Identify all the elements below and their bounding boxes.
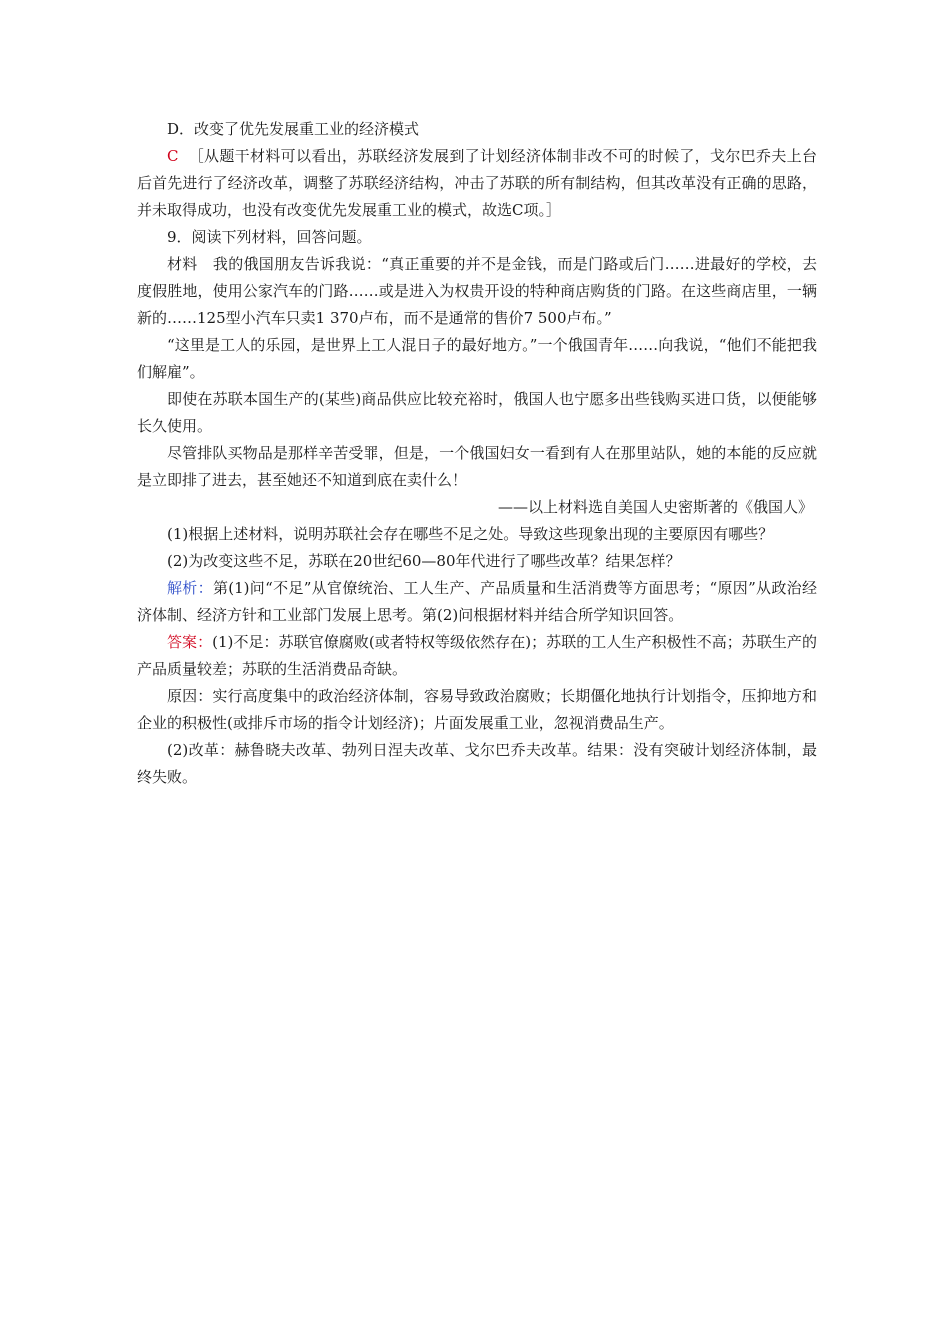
q8-answer-explanation: [137, 143, 817, 224]
material-paragraph-1: 材料 我的俄国朋友告诉我说：“真正重要的并不是金钱，而是门路或后门……进最好的学校，去度假胜地，使用公家汽车的门路……或是进入为权贵开设的特种商店购货的门路。在这些商店里，一辆新的……125型小汽车只卖1 370卢布，而不是通常的售价7 500卢布。”: [137, 255, 817, 327]
answer-reason-paragraph: 原因：实行高度集中的政治经济体制，容易导致政治腐败；长期僵化地执行计划指令，压抑地方和企业的积极性(或排斥市场的指令计划经济)；片面发展重工业，忽视消费品生产。: [137, 687, 817, 732]
answer-paragraph-2: (2)改革：赫鲁晓夫改革、勃列日涅夫改革、戈尔巴乔夫改革。结果：没有突破计划经济体制，最终失败。: [137, 741, 817, 786]
material-paragraph-4: 尽管排队买物品是那样辛苦受罪，但是，一个俄国妇女一看到有人在那里站队，她的本能的反应就是立即排了进去，甚至她还不知道到底在卖什么！: [137, 444, 817, 489]
question-9-stem: 9．阅读下列材料，回答问题。: [167, 228, 372, 246]
analysis-paragraph: [137, 575, 817, 629]
answer-paragraph-1: [137, 629, 817, 683]
answer-letter: C: [167, 147, 179, 165]
sub-question-2: (2)为改变这些不足，苏联在20世纪60—80年代进行了哪些改革？结果怎样？: [167, 552, 681, 570]
analysis-text: 第(1)问“不足”从官僚统治、工人生产、产品质量和生活消费等方面思考；“原因”从政治经济体制、经济方针和工业部门发展上思考。第(2)问根据材料并结合所学知识回答。: [137, 579, 817, 624]
material-paragraph-3: 即使在苏联本国生产的(某些)商品供应比较充裕时，俄国人也宁愿多出些钱购买进口货，以便能够长久使用。: [137, 390, 817, 435]
sub-question-1: (1)根据上述材料，说明苏联社会存在哪些不足之处。导致这些现象出现的主要原因有哪些？: [167, 525, 774, 543]
option-d: D．改变了优先发展重工业的经济模式: [167, 120, 420, 138]
answer-label: 答案：: [167, 633, 213, 651]
analysis-label: 解析：: [167, 579, 213, 597]
material-paragraph-2: “这里是工人的乐园，是世界上工人混日子的最好地方。”一个俄国青年……向我说，“他们不能把我们解雇”。: [137, 336, 817, 381]
material-source: ——以上材料选自美国人史密斯著的《俄国人》: [497, 498, 813, 516]
explanation-text: ［从题干材料可以看出，苏联经济发展到了计划经济体制非改不可的时候了，戈尔巴乔夫上台后首先进行了经济改革，调整了苏联经济结构，冲击了苏联的所有制结构，但其改革没有正确的思路，并未取得成功，也没有改变优先发展重工业的模式，故选C项。］: [137, 147, 817, 219]
document-page: [137, 116, 817, 791]
answer-text-1: (1)不足：苏联官僚腐败(或者特权等级依然存在)；苏联的工人生产积极性不高；苏联生产的产品质量较差；苏联的生活消费品奇缺。: [137, 633, 817, 678]
